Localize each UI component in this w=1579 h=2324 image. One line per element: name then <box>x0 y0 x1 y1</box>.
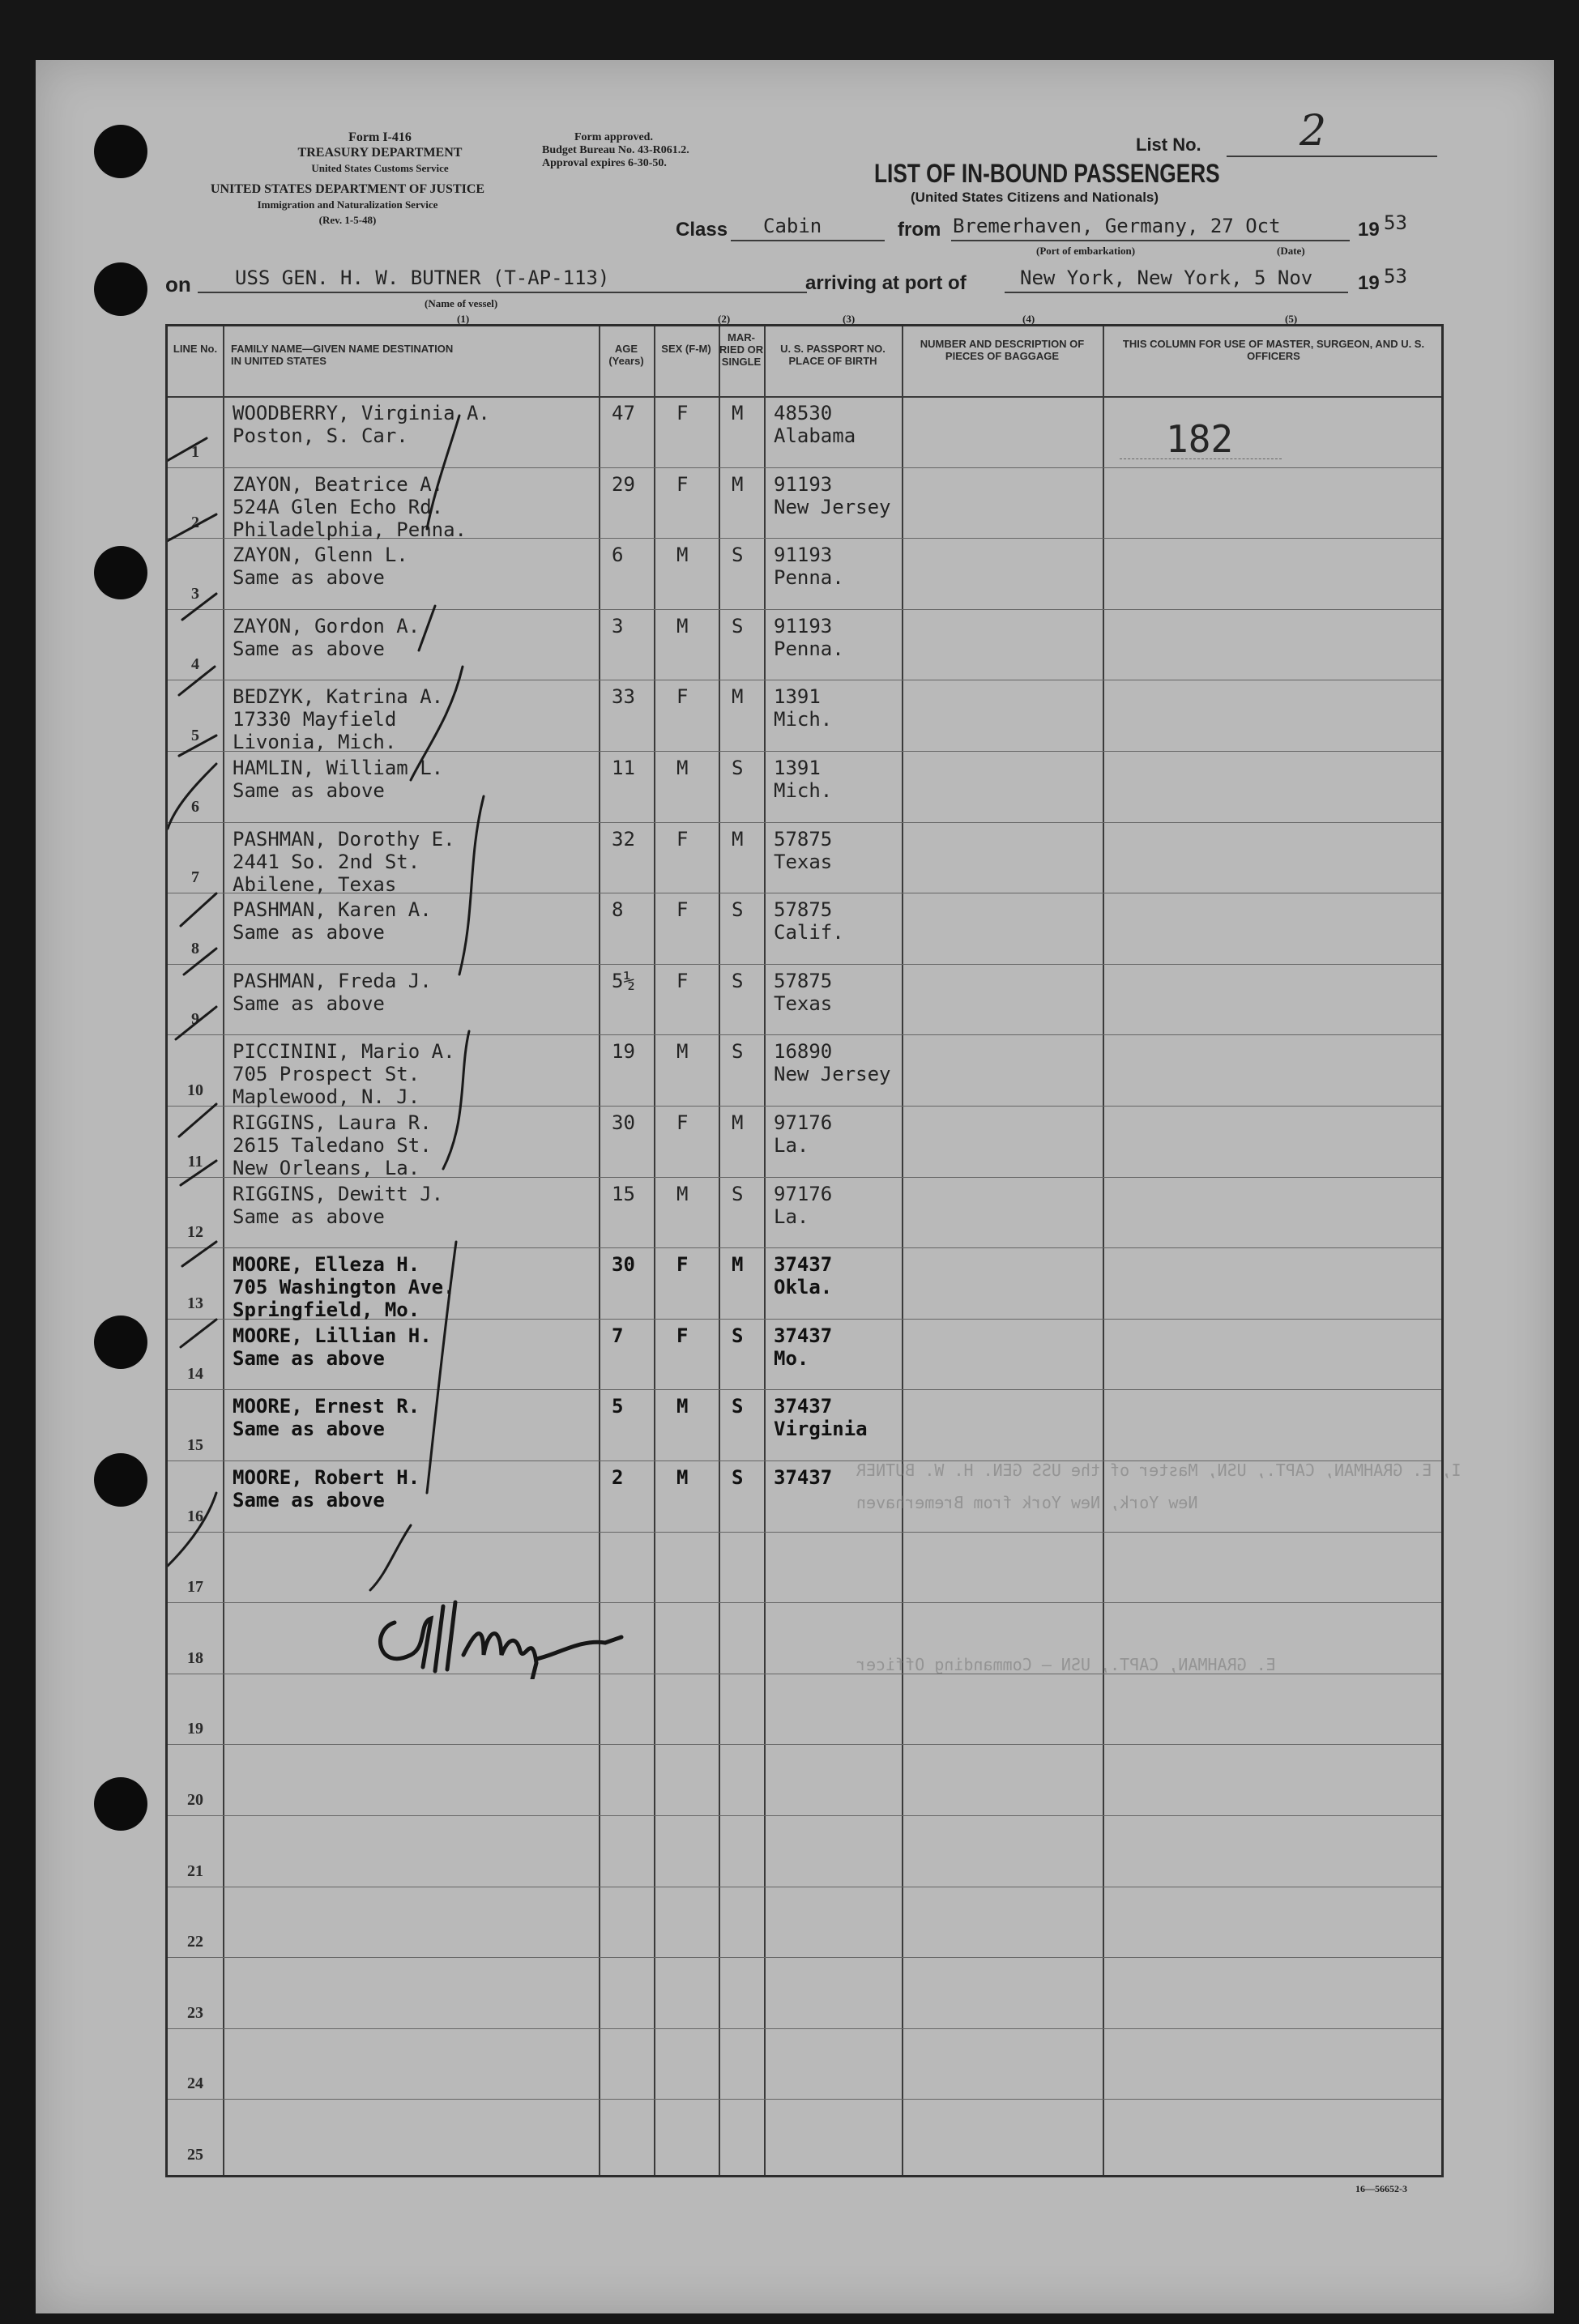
revision-date: (Rev. 1-5-48) <box>318 214 377 226</box>
immigration-service: Immigration and Naturalization Service <box>257 198 438 211</box>
column-number-5: (5) <box>1285 313 1298 325</box>
arrival-year-prefix: 19 <box>1358 272 1380 294</box>
column-number-3: (3) <box>843 313 856 325</box>
arrival-year: 53 <box>1384 265 1407 288</box>
passenger-marital-status: S <box>732 1466 744 1489</box>
passenger-passport-no: 97176 <box>774 1182 833 1205</box>
passenger-place-of-birth: Mich. <box>774 708 833 731</box>
passenger-sex: F <box>676 898 689 922</box>
passenger-sex: F <box>676 685 689 709</box>
column-header-officers: THIS COLUMN FOR USE OF MASTER, SURGEON, AND U. S. OFFICERS <box>1122 338 1425 362</box>
document-page <box>36 60 1554 2313</box>
passenger-marital-status: S <box>732 1182 744 1205</box>
line-number: 8 <box>191 939 199 957</box>
passenger-sex: F <box>676 1324 689 1347</box>
page-subtitle: (United States Citizens and Nationals) <box>911 190 1159 205</box>
list-no-value: 2 <box>1299 107 1327 156</box>
column-number-4: (4) <box>1022 313 1035 325</box>
line-number: 7 <box>191 868 199 887</box>
arriving-label: arriving at port of <box>805 272 967 294</box>
passenger-place-of-birth: Alabama <box>774 424 856 447</box>
passenger-marital-status: S <box>732 898 744 922</box>
column-header-sex: SEX (F-M) <box>661 343 711 355</box>
column-number-2: (2) <box>718 313 731 325</box>
passenger-name: MOORE, Lillian H. <box>233 1324 432 1347</box>
line-number: 17 <box>187 1578 203 1597</box>
passenger-address-line: Same as above <box>233 637 385 660</box>
row-divider <box>168 2099 1441 2100</box>
passenger-table <box>165 324 1462 2194</box>
passenger-sex: F <box>676 472 689 496</box>
column-header-passport: U. S. PASSPORT NO. PLACE OF BIRTH <box>780 343 886 367</box>
passenger-sex: M <box>676 1395 689 1418</box>
passenger-name: BEDZYK, Katrina A. <box>233 685 444 709</box>
passenger-sex: F <box>676 969 689 992</box>
passenger-age: 11 <box>612 757 635 779</box>
punch-hole <box>94 262 147 316</box>
passenger-name: MOORE, Ernest R. <box>233 1395 420 1418</box>
page-title: LIST OF IN-BOUND PASSENGERS <box>874 159 1220 188</box>
passenger-marital-status: S <box>732 1395 744 1418</box>
passenger-address-line: 17330 Mayfield <box>233 708 397 731</box>
passenger-name: MOORE, Elleza H. <box>233 1253 420 1277</box>
line-number: 9 <box>191 1010 199 1029</box>
passenger-address-line: Same as above <box>233 1418 385 1441</box>
passenger-age: 33 <box>612 685 635 709</box>
passenger-address-line: Abilene, Texas <box>233 872 397 896</box>
passenger-age: 5 <box>612 1395 624 1418</box>
passenger-marital-status: S <box>732 544 744 567</box>
passenger-place-of-birth: Mich. <box>774 779 833 802</box>
passenger-place-of-birth: Texas <box>774 850 833 873</box>
passenger-name: ZAYON, Gordon A. <box>233 614 420 638</box>
column-header-name: FAMILY NAME—GIVEN NAME DESTINATION IN UNITED STATES <box>231 343 454 367</box>
passenger-name: WOODBERRY, Virginia A. <box>233 402 490 424</box>
form-approved: Form approved. <box>574 131 653 143</box>
line-number: 25 <box>187 2146 203 2164</box>
line-number: 23 <box>187 2003 203 2022</box>
passenger-place-of-birth: New Jersey <box>774 1063 891 1086</box>
column-header-baggage: NUMBER AND DESCRIPTION OF PIECES OF BAGGAGE <box>920 338 1085 362</box>
passenger-name: ZAYON, Glenn L. <box>233 544 408 567</box>
line-number: 2 <box>191 514 199 532</box>
line-number: 6 <box>191 797 199 816</box>
passenger-sex: F <box>676 1253 689 1277</box>
passenger-passport-no: 57875 <box>774 969 833 992</box>
from-year-prefix: 19 <box>1358 219 1380 241</box>
passenger-passport-no: 37437 <box>774 1466 833 1489</box>
passenger-passport-no: 91193 <box>774 614 833 638</box>
passenger-passport-no: 91193 <box>774 544 833 567</box>
passenger-name: ZAYON, Beatrice A. <box>233 472 444 496</box>
passenger-address-line: Livonia, Mich. <box>233 731 397 754</box>
officer-stamp-number: 182 <box>1166 417 1234 461</box>
line-number: 18 <box>187 1648 203 1667</box>
department-treasury: TREASURY DEPARTMENT <box>297 146 463 160</box>
passenger-place-of-birth: La. <box>774 1205 809 1228</box>
passenger-marital-status: M <box>732 685 744 709</box>
punch-hole <box>94 546 147 599</box>
passenger-passport-no: 57875 <box>774 898 833 922</box>
passenger-place-of-birth: Mo. <box>774 1346 809 1370</box>
handwritten-check-marks <box>168 326 735 1623</box>
passenger-address-line: Same as above <box>233 779 385 802</box>
passenger-name: PASHMAN, Karen A. <box>233 898 432 922</box>
passenger-passport-no: 16890 <box>774 1040 833 1064</box>
passenger-name: PASHMAN, Freda J. <box>233 969 432 992</box>
line-number: 4 <box>191 655 199 674</box>
passenger-sex: F <box>676 827 689 851</box>
row-divider <box>168 1815 1441 1816</box>
passenger-sex: F <box>676 402 689 424</box>
passenger-marital-status: M <box>732 1253 744 1277</box>
line-number: 20 <box>187 1791 203 1809</box>
passenger-passport-no: 48530 <box>774 402 833 424</box>
passenger-sex: M <box>676 614 689 638</box>
passenger-passport-no: 1391 <box>774 685 821 709</box>
passenger-marital-status: S <box>732 969 744 992</box>
passenger-place-of-birth: New Jersey <box>774 495 891 518</box>
date-caption: (Date) <box>1277 245 1305 257</box>
passenger-marital-status: M <box>732 1111 744 1134</box>
passenger-name: PASHMAN, Dorothy E. <box>233 827 455 851</box>
passenger-sex: M <box>676 544 689 567</box>
port-embarkation-caption: (Port of embarkation) <box>1036 245 1136 257</box>
passenger-address-line: New Orleans, La. <box>233 1157 420 1179</box>
passenger-place-of-birth: Okla. <box>774 1276 833 1299</box>
passenger-passport-no: 37437 <box>774 1253 833 1277</box>
passenger-sex: M <box>676 1182 689 1205</box>
list-no-label: List No. <box>1136 134 1201 155</box>
vessel-name: USS GEN. H. W. BUTNER (T-AP-113) <box>235 267 610 289</box>
passenger-passport-no: 37437 <box>774 1324 833 1347</box>
passenger-address-line: 524A Glen Echo Rd. <box>233 495 444 518</box>
passenger-sex: M <box>676 1466 689 1489</box>
passenger-address-line: Same as above <box>233 1346 385 1370</box>
passenger-age: 3 <box>612 614 624 638</box>
punch-hole <box>94 125 147 178</box>
passenger-age: 29 <box>612 472 635 496</box>
passenger-address-line: Poston, S. Car. <box>233 424 408 447</box>
passenger-address-line: Same as above <box>233 566 385 590</box>
line-number: 14 <box>187 1365 203 1384</box>
department-justice: UNITED STATES DEPARTMENT OF JUSTICE <box>210 182 485 196</box>
line-number: 16 <box>187 1507 203 1525</box>
passenger-address-line: 705 Washington Ave. <box>233 1276 455 1299</box>
line-number: 24 <box>187 2075 203 2093</box>
footer-code: 16—56652-3 <box>1355 2183 1407 2194</box>
passenger-name: PICCININI, Mario A. <box>233 1040 455 1064</box>
passenger-marital-status: S <box>732 1324 744 1347</box>
passenger-address-line: 705 Prospect St. <box>233 1063 420 1086</box>
from-label: from <box>898 219 941 241</box>
row-divider <box>168 1744 1441 1745</box>
passenger-passport-no: 97176 <box>774 1111 833 1134</box>
passenger-age: 30 <box>612 1111 635 1134</box>
passenger-age: 5½ <box>612 969 635 992</box>
passenger-address-line: Same as above <box>233 921 385 945</box>
passenger-age: 2 <box>612 1466 624 1489</box>
passenger-age: 30 <box>612 1253 635 1277</box>
passenger-marital-status: S <box>732 1040 744 1064</box>
passenger-age: 19 <box>612 1040 635 1064</box>
passenger-address-line: 2615 Taledano St. <box>233 1134 432 1157</box>
passenger-marital-status: M <box>732 472 744 496</box>
passenger-passport-no: 57875 <box>774 827 833 851</box>
punch-hole <box>94 1453 147 1507</box>
passenger-sex: M <box>676 1040 689 1064</box>
line-number: 13 <box>187 1294 203 1312</box>
passenger-place-of-birth: Calif. <box>774 921 844 945</box>
passenger-address-line: Springfield, Mo. <box>233 1298 420 1322</box>
line-number: 10 <box>187 1081 203 1099</box>
passenger-address-line: Maplewood, N. J. <box>233 1085 420 1109</box>
bleed-through-text: New York, New York from Bremerhaven <box>856 1493 1198 1512</box>
passenger-name: RIGGINS, Dewitt J. <box>233 1182 444 1205</box>
row-divider <box>168 1957 1441 1958</box>
line-number: 21 <box>187 1861 203 1880</box>
passenger-passport-no: 1391 <box>774 757 821 779</box>
passenger-marital-status: S <box>732 757 744 779</box>
bleed-through-text: E. GRAHMAN, CAPT., USN — Commanding Officer <box>856 1655 1276 1674</box>
column-number-1: (1) <box>457 313 470 325</box>
passenger-passport-no: 91193 <box>774 472 833 496</box>
form-number: Form I-416 <box>348 130 412 144</box>
passenger-age: 32 <box>612 827 635 851</box>
customs-service: United States Customs Service <box>311 162 449 174</box>
port-of-embarkation-value: Bremerhaven, Germany, 27 Oct <box>953 215 1281 237</box>
passenger-marital-status: S <box>732 614 744 638</box>
passenger-age: 6 <box>612 544 624 567</box>
passenger-place-of-birth: Penna. <box>774 566 844 590</box>
from-year: 53 <box>1384 211 1407 234</box>
passenger-passport-no: 37437 <box>774 1395 833 1418</box>
column-header-line-no: LINE No. <box>173 343 218 355</box>
passenger-place-of-birth: Virginia <box>774 1418 868 1441</box>
line-number: 11 <box>187 1152 203 1171</box>
line-number: 1 <box>191 442 199 461</box>
column-header-married: MAR-RIED OR SINGLE <box>719 331 764 368</box>
passenger-marital-status: M <box>732 402 744 424</box>
passenger-sex: F <box>676 1111 689 1134</box>
passenger-address-line: 2441 So. 2nd St. <box>233 850 420 873</box>
line-number: 3 <box>191 584 199 603</box>
column-header-age: AGE (Years) <box>608 343 644 367</box>
passenger-name: MOORE, Robert H. <box>233 1466 420 1489</box>
passenger-place-of-birth: La. <box>774 1134 809 1157</box>
passenger-address-line: Same as above <box>233 1205 385 1228</box>
arrival-port-value: New York, New York, 5 Nov <box>1020 267 1313 289</box>
class-label: Class <box>676 219 728 241</box>
passenger-name: RIGGINS, Laura R. <box>233 1111 432 1134</box>
line-number: 15 <box>187 1436 203 1454</box>
on-label: on <box>165 272 191 296</box>
passenger-place-of-birth: Texas <box>774 991 833 1015</box>
passenger-address-line: Philadelphia, Penna. <box>233 518 467 541</box>
passenger-address-line: Same as above <box>233 1489 385 1512</box>
punch-hole <box>94 1316 147 1369</box>
budget-bureau-no: Budget Bureau No. 43-R061.2. <box>542 144 689 156</box>
line-number: 19 <box>187 1720 203 1738</box>
line-number: 5 <box>191 727 199 744</box>
passenger-name: HAMLIN, William L. <box>233 757 444 779</box>
vessel-caption: (Name of vessel) <box>425 297 498 309</box>
passenger-age: 47 <box>612 402 635 424</box>
passenger-address-line: Same as above <box>233 991 385 1015</box>
approval-expires: Approval expires 6-30-50. <box>542 157 667 169</box>
class-value: Cabin <box>763 215 822 237</box>
bleed-through-text: I, E. GRAHMAN, CAPT., USN, Master of the USS GEN. H. W. BUTNER <box>856 1460 1462 1480</box>
line-number: 22 <box>187 1933 203 1951</box>
punch-hole <box>94 1777 147 1831</box>
passenger-age: 8 <box>612 898 624 922</box>
passenger-age: 15 <box>612 1182 635 1205</box>
passenger-place-of-birth: Penna. <box>774 637 844 660</box>
passenger-sex: M <box>676 757 689 779</box>
line-number: 12 <box>187 1223 203 1242</box>
row-divider <box>168 2028 1441 2029</box>
passenger-age: 7 <box>612 1324 624 1347</box>
passenger-marital-status: M <box>732 827 744 851</box>
